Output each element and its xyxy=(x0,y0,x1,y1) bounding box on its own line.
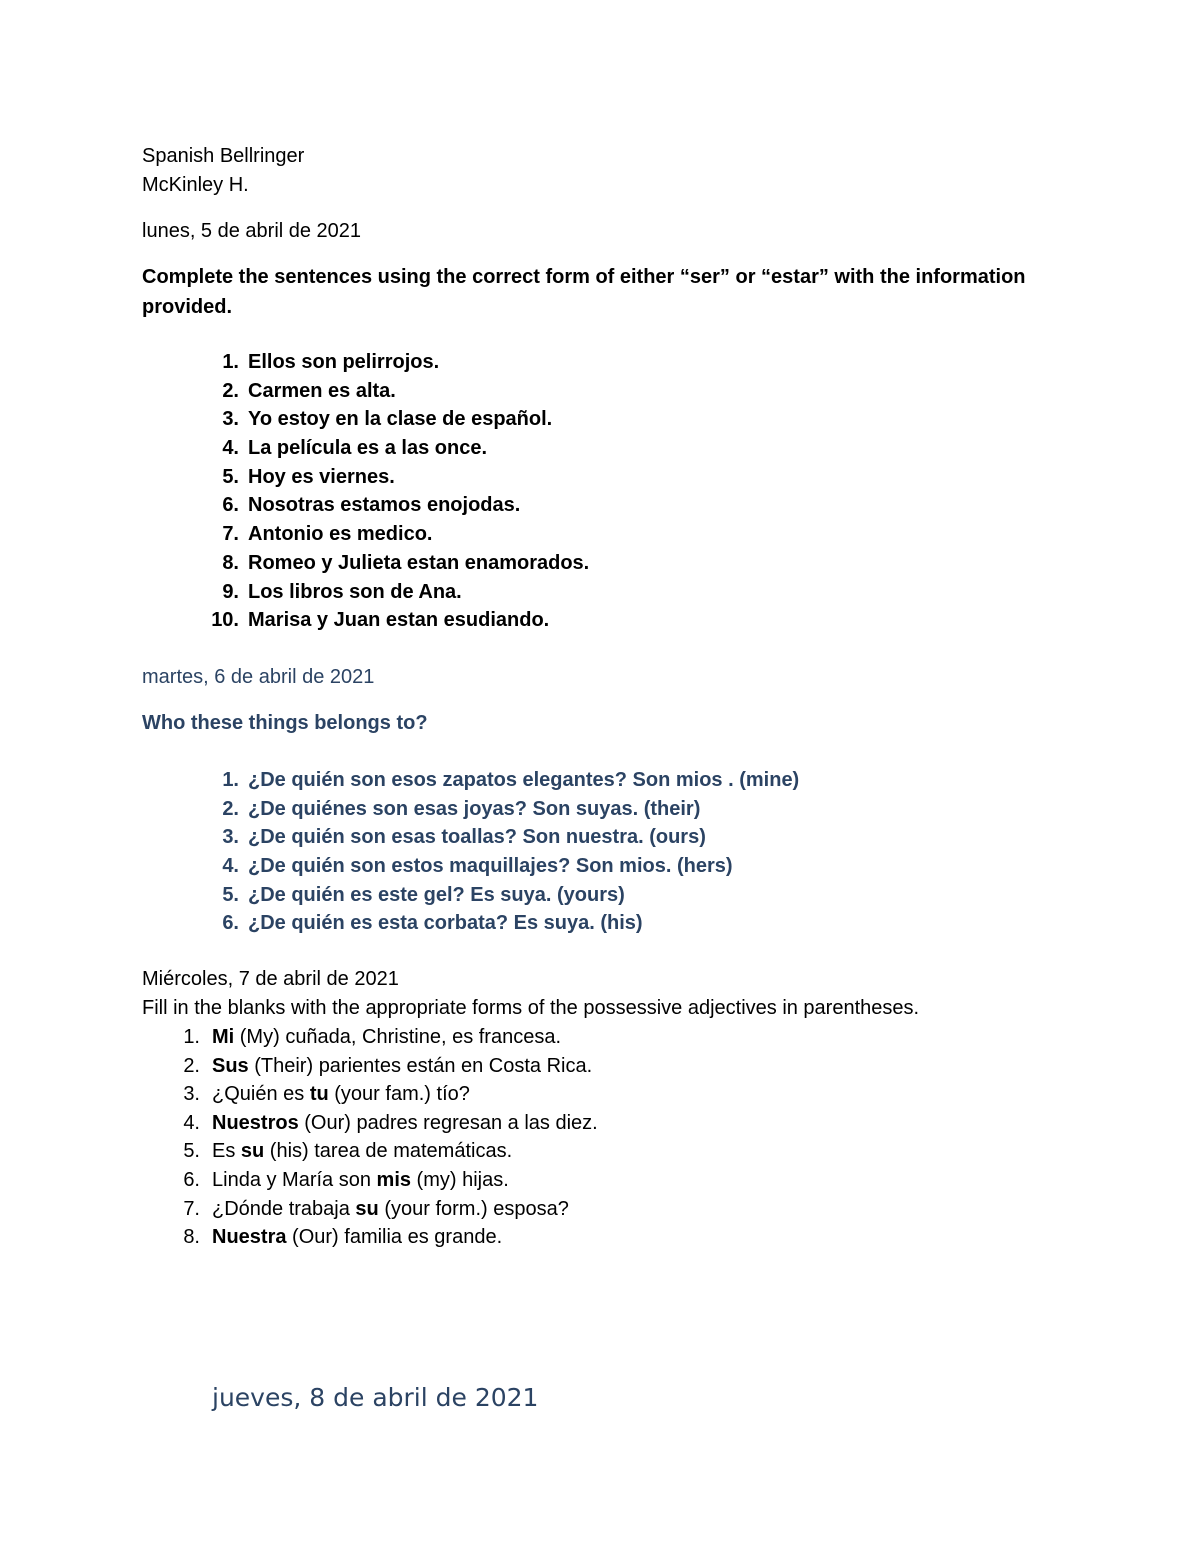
answer: Mi xyxy=(212,1026,235,1048)
item-text: Nuestros (Our) padres regresan a las diez. xyxy=(212,1111,598,1134)
item-text: ¿De quién son esas toallas? Son nuestra. (ours) xyxy=(248,826,706,849)
item-text: ¿Quién es tu (your fam.) tío? xyxy=(212,1083,470,1106)
item-text: Marisa y Juan estan esudiando. xyxy=(248,609,550,632)
monday-instructions-line2: provided. xyxy=(142,296,233,318)
item-text: Nosotras estamos enojodas. xyxy=(248,494,521,517)
item-number: 9. xyxy=(222,580,239,603)
item-number: 7. xyxy=(222,523,239,546)
item-text: Los libros son de Ana. xyxy=(248,580,462,603)
item-number: 2. xyxy=(222,379,239,402)
item-number: 1. xyxy=(222,351,239,373)
item-number: 4. xyxy=(183,1111,200,1134)
item-text: ¿De quién son estos maquillajes? Son mios. (hers) xyxy=(248,855,733,878)
tuesday-date: martes, 6 de abril de 2021 xyxy=(142,666,375,688)
answer: su xyxy=(355,1197,379,1220)
item-text: Romeo y Julieta estan enamorados. xyxy=(248,551,590,574)
item-text: ¿De quién son esos zapatos elegantes? Son mios . (mine) xyxy=(248,769,800,791)
item-number: 5. xyxy=(222,883,239,906)
wednesday-instructions: Fill in the blanks with the appropriate forms of the possessive adjectives in parentheses. xyxy=(142,997,920,1019)
item-text: Ellos son pelirrojos. xyxy=(248,351,440,373)
monday-instructions-line1: Complete the sentences using the correct form of either “ser” or “estar” with the information xyxy=(142,266,1026,288)
item-text: ¿De quién es esta corbata? Es suya. (his) xyxy=(248,912,643,935)
answer: Nuestra xyxy=(212,1226,287,1249)
item-text: Es su (his) tarea de matemáticas. xyxy=(212,1140,513,1163)
item-number: 8. xyxy=(183,1226,200,1249)
item-text: Nuestra (Our) familia es grande. xyxy=(212,1226,503,1249)
item-number: 10. xyxy=(211,609,239,632)
document-title: Spanish Bellringer xyxy=(142,145,305,167)
item-text: Antonio es medico. xyxy=(248,523,433,546)
item-text: Carmen es alta. xyxy=(248,379,396,402)
answer: su xyxy=(240,1140,265,1163)
item-text: Sus (Their) parientes están en Costa Rica. xyxy=(212,1054,593,1077)
item-number: 5. xyxy=(183,1140,200,1163)
item-text: Yo estoy en la clase de español. xyxy=(248,408,553,431)
item-text: Mi (My) cuñada, Christine, es francesa. xyxy=(212,1026,562,1048)
item-number: 1. xyxy=(222,769,239,791)
item-number: 4. xyxy=(222,437,239,460)
wednesday-date: Miércoles, 7 de abril de 2021 xyxy=(142,968,399,990)
item-text: ¿De quiénes son esas joyas? Son suyas. (their) xyxy=(248,797,701,820)
item-number: 1. xyxy=(183,1026,200,1048)
item-number: 6. xyxy=(222,494,239,517)
item-number: 3. xyxy=(222,408,239,431)
item-number: 4. xyxy=(222,855,239,878)
answer: Nuestros xyxy=(212,1111,299,1134)
thursday-date: jueves, 8 de abril de 2021 xyxy=(212,1383,539,1412)
item-number: 2. xyxy=(183,1054,200,1077)
answer: Sus xyxy=(212,1054,249,1077)
item-text: Hoy es viernes. xyxy=(248,465,395,488)
item-number: 2. xyxy=(222,797,239,820)
author-name: McKinley H. xyxy=(142,174,249,196)
item-number: 5. xyxy=(222,465,239,488)
answer: mis xyxy=(376,1168,411,1191)
item-text: ¿De quién es este gel? Es suya. (yours) xyxy=(248,883,625,906)
item-text: La película es a las once. xyxy=(248,437,488,460)
item-number: 8. xyxy=(222,551,239,574)
item-number: 3. xyxy=(183,1083,200,1106)
item-number: 7. xyxy=(183,1197,200,1220)
item-number: 3. xyxy=(222,826,239,849)
item-text: Linda y María son mis (my) hijas. xyxy=(212,1168,509,1191)
item-number: 6. xyxy=(183,1168,200,1191)
item-number: 6. xyxy=(222,912,239,935)
tuesday-question: Who these things belongs to? xyxy=(142,712,428,734)
answer: tu xyxy=(309,1083,329,1106)
item-text: ¿Dónde trabaja su (your form.) esposa? xyxy=(212,1197,569,1220)
monday-date: lunes, 5 de abril de 2021 xyxy=(142,220,362,242)
